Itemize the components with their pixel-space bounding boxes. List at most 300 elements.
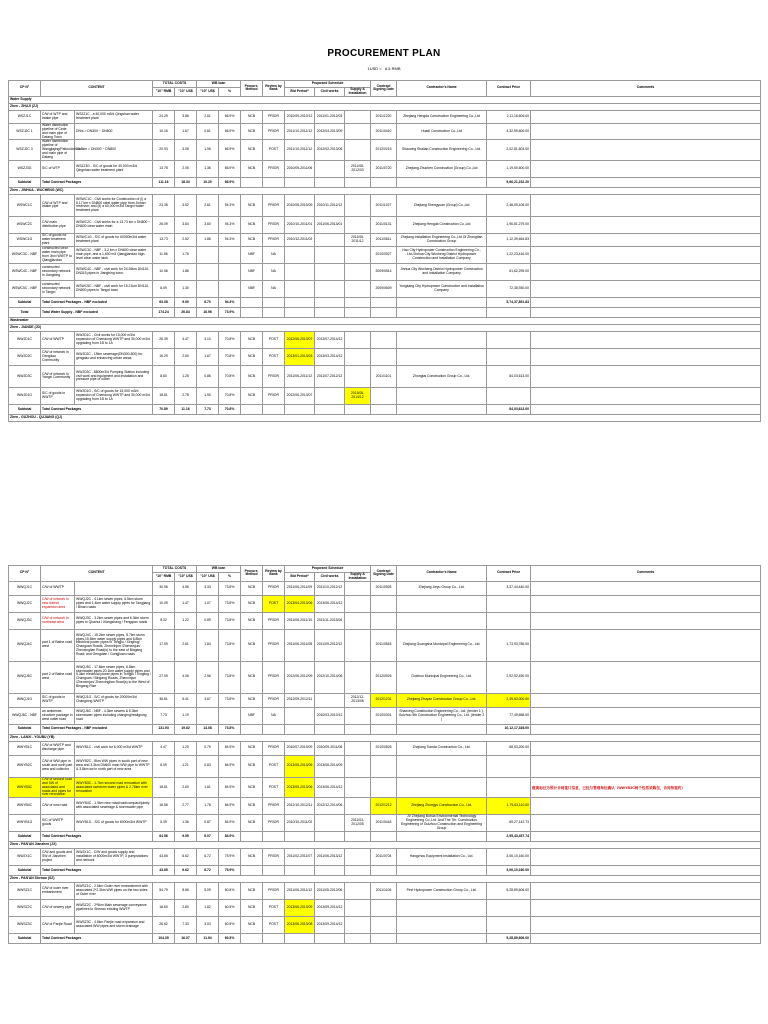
table-cell: NCB bbox=[241, 194, 263, 216]
table-cell: 17.09 bbox=[153, 629, 175, 661]
table-cell: 2013/06-2014/12 bbox=[315, 777, 345, 798]
header-cell: Civil works bbox=[315, 88, 345, 97]
table-cell: 70.8% bbox=[219, 387, 241, 404]
table-cell bbox=[315, 724, 345, 734]
table-cell bbox=[345, 280, 371, 297]
table-cell bbox=[241, 307, 263, 317]
table-cell bbox=[531, 933, 761, 943]
header-cell: Contract Signing Date bbox=[371, 566, 397, 582]
table-cell bbox=[531, 831, 761, 841]
table-cell bbox=[197, 280, 219, 297]
table-cell: 2012/06-2013/07 bbox=[285, 387, 315, 404]
table-cell: 54.79 bbox=[153, 882, 175, 899]
table-cell bbox=[397, 404, 487, 414]
section-label: Wastewater bbox=[9, 317, 761, 324]
table-cell bbox=[531, 263, 761, 280]
table-cell bbox=[487, 899, 531, 916]
table-cell: WWYB1C bbox=[9, 741, 41, 755]
table-cell bbox=[241, 933, 263, 943]
table-cell bbox=[345, 348, 371, 365]
table-cell: 6.07 bbox=[197, 831, 219, 841]
table-cell: NCB bbox=[241, 216, 263, 233]
table-cell bbox=[197, 263, 219, 280]
table-cell: 73.8% bbox=[219, 595, 241, 612]
table-cell: 11.94 bbox=[197, 933, 219, 943]
section-label: Water Supply bbox=[9, 96, 761, 103]
table-cell: WWYB1G bbox=[9, 815, 41, 832]
table-cell: 70.8% bbox=[219, 365, 241, 387]
table-cell bbox=[345, 831, 371, 841]
table-cell: 84,03,613.00 bbox=[487, 404, 531, 414]
table-cell: 2011/0410 bbox=[371, 123, 397, 140]
table-cell bbox=[241, 724, 263, 734]
table-cell: 63.08 bbox=[153, 297, 175, 307]
table-cell: C/W of new road bbox=[41, 798, 75, 815]
table-cell: 4.56 bbox=[175, 581, 197, 595]
table-cell: WWQJ2C - 4.1km sewer pipes, 6.5km storm pipes and 1.4km water supply pipes for Tangjiang / Binan roads bbox=[75, 595, 153, 612]
table-cell: 2013/06-2013/09 bbox=[285, 899, 315, 916]
table-cell: WWSZ2C - 2*5km Main sewerage conveyance pipelines to Shenao existing WWTP bbox=[75, 899, 153, 916]
table-cell bbox=[371, 777, 397, 798]
table-cell: NCB bbox=[241, 848, 263, 865]
table-cell bbox=[531, 899, 761, 916]
table-cell: 5,28,89,606.00 bbox=[487, 933, 531, 943]
table-cell: 66.9% bbox=[219, 177, 241, 187]
table-row bbox=[9, 693, 761, 707]
table-cell bbox=[219, 280, 241, 297]
table-cell bbox=[345, 848, 371, 865]
table-cell: 7.73 bbox=[197, 404, 219, 414]
table-cell bbox=[397, 307, 487, 317]
table-row bbox=[9, 755, 761, 777]
table-cell bbox=[285, 263, 315, 280]
table-cell: NCB bbox=[241, 693, 263, 707]
table-cell bbox=[487, 331, 531, 348]
table-cell: NCB bbox=[241, 916, 263, 933]
table-cell: WSWC2C bbox=[9, 216, 41, 233]
document-title: PROCUREMENT PLAN bbox=[327, 48, 441, 59]
table-cell: 0.61 bbox=[197, 123, 219, 140]
table-cell: 104.35 bbox=[153, 933, 175, 943]
table-cell: 10.56 bbox=[153, 263, 175, 280]
table-cell: 94.3% bbox=[219, 297, 241, 307]
table-cell: 5.09 bbox=[197, 882, 219, 899]
table-cell: 2012/09-2012/11 bbox=[285, 693, 315, 707]
table-cell: 2010/0301 bbox=[371, 707, 397, 724]
table-cell: 2012/10-2014/06 bbox=[315, 661, 345, 693]
table-cell bbox=[531, 348, 761, 365]
table-cell: 77,49,658.00 bbox=[487, 707, 531, 724]
table-cell: 26.39 bbox=[153, 331, 175, 348]
table-cell bbox=[371, 724, 397, 734]
table-cell: 94.3% bbox=[219, 233, 241, 246]
header-cell: Bid Period* bbox=[285, 88, 315, 97]
table-row bbox=[9, 331, 761, 348]
table-cell bbox=[487, 348, 531, 365]
table-cell: 2012/06-2012/09 bbox=[285, 661, 315, 693]
table-cell: NCB bbox=[241, 798, 263, 815]
table-cell: 43.65 bbox=[153, 865, 175, 875]
header-cell: Contract Price bbox=[487, 81, 531, 97]
table-cell bbox=[371, 933, 397, 943]
table-cell: WWQJ2C bbox=[9, 595, 41, 612]
table-cell: 1.36 bbox=[197, 160, 219, 177]
table-cell: 94.3% bbox=[219, 216, 241, 233]
table-cell: 7.33 bbox=[175, 916, 197, 933]
table-cell: Shaoxing Construction Engineering Co., Ltd. (tender 1 ), Guizhou 5th Construction Engineering Co., Ltd. (tender 2 ) bbox=[397, 707, 487, 724]
table-cell: WSWC1G - S/C of goods for 60000m3/d water treatment plant bbox=[75, 233, 153, 246]
table-cell: NCB bbox=[241, 160, 263, 177]
table-cell bbox=[371, 595, 397, 612]
table-cell: 1.26 bbox=[175, 365, 197, 387]
table-cell: 26.62 bbox=[153, 916, 175, 933]
table-cell bbox=[219, 246, 241, 263]
table-cell bbox=[241, 404, 263, 414]
table-cell bbox=[315, 387, 345, 404]
table-cell bbox=[285, 280, 315, 297]
table-cell bbox=[345, 307, 371, 317]
table-cell: Hao City Hydropower Construction Engineering Co., Ltd./Jinhua City Wucheng District Hydropower Construction and Installation Company bbox=[397, 246, 487, 263]
table-cell bbox=[397, 755, 487, 777]
table-cell: POST bbox=[263, 595, 285, 612]
table-cell: 16.96 bbox=[197, 307, 219, 317]
table-cell bbox=[345, 724, 371, 734]
table-cell bbox=[531, 194, 761, 216]
table-cell: 3.10 bbox=[197, 331, 219, 348]
table-cell bbox=[397, 177, 487, 187]
table-cell: 3,06,10,160.00 bbox=[487, 848, 531, 865]
table-cell bbox=[397, 612, 487, 629]
table-cell: 60.5% bbox=[219, 916, 241, 933]
table-cell: POST bbox=[263, 331, 285, 348]
table-cell: 0.79 bbox=[197, 741, 219, 755]
table-cell: Zhejiang Zhongyu Construction Co., Ltd. bbox=[397, 798, 487, 815]
table-cell: WWJD2C - 19km sewerage(DN300-800) for gengdao and enhancing urban areas bbox=[75, 348, 153, 365]
table-cell: 2011/02-2011/07 bbox=[285, 848, 315, 865]
table-cell: PRIOR bbox=[263, 110, 285, 123]
table-cell: NCB bbox=[241, 365, 263, 387]
table-cell: Zhejiang Zhuchen Construction (Group) Co.,Ltd bbox=[397, 160, 487, 177]
table-cell: WSWC3C - NBF bbox=[9, 246, 41, 263]
header-cell: WB loan bbox=[197, 566, 241, 573]
section-row bbox=[9, 841, 761, 848]
table-cell: WWJD1G bbox=[9, 387, 41, 404]
table-row bbox=[9, 899, 761, 916]
table-cell: WSWC1C bbox=[9, 194, 41, 216]
table-cell: Zhejiang Jieyu Group Co., Ltd. bbox=[397, 581, 487, 595]
table-cell bbox=[531, 865, 761, 875]
table-cell: PRIOR bbox=[263, 798, 285, 815]
table-cell: C/W of WWTP and discharge pipe bbox=[41, 741, 75, 755]
table-cell: DN/s = DN300 ~ DN800 bbox=[75, 123, 153, 140]
table-cell: 2011/08-2011/10 bbox=[285, 612, 315, 629]
table-cell: Total Contract Packages - NBF excluded bbox=[41, 724, 153, 734]
table-cell bbox=[285, 724, 315, 734]
table-cell: WWJX1C bbox=[9, 848, 41, 865]
table-cell bbox=[315, 693, 345, 707]
table-cell bbox=[531, 404, 761, 414]
table-cell: 84.9% bbox=[219, 798, 241, 815]
table-cell: constructed secondary network in Jiangbing bbox=[41, 263, 75, 280]
table-cell: 131.93 bbox=[153, 724, 175, 734]
table-cell: NBF bbox=[241, 263, 263, 280]
table-cell: 60.5% bbox=[219, 933, 241, 943]
table-cell: 2010/09-2010/12 bbox=[285, 110, 315, 123]
table-cell: 3.86 bbox=[175, 110, 197, 123]
table-cell bbox=[531, 916, 761, 933]
table-cell: 1,73,93,786.00 bbox=[487, 629, 531, 661]
table-cell: 6.70 bbox=[197, 297, 219, 307]
table-cell: 2013/07-2014/12 bbox=[315, 331, 345, 348]
table-cell: 9,66,21,232.20 bbox=[487, 177, 531, 187]
table-cell: 2010/0826 bbox=[371, 741, 397, 755]
table-cell: WWQJ3C bbox=[9, 612, 41, 629]
table-cell: WSZJ3G bbox=[9, 160, 41, 177]
subtotal-row bbox=[9, 404, 761, 414]
section-label: Zhen - ZHUJI (ZJ) bbox=[9, 103, 761, 110]
table-cell: Water distribution pipeline of Wangjiajing/Paitou/Anhua and main pipe of Datang bbox=[42, 139, 81, 160]
table-cell: 1.30 bbox=[175, 280, 197, 297]
table-cell: 2.60 bbox=[175, 348, 197, 365]
table-cell bbox=[371, 387, 397, 404]
header-cell: Contractor's Name bbox=[397, 566, 487, 582]
table-cell bbox=[345, 140, 371, 161]
table-cell: WSZJ3G - S/C of goods for 40,000 m3/d Qingshan water treatment plant bbox=[75, 160, 153, 177]
table-cell: WWQJ6C - NBF bbox=[9, 707, 41, 724]
table-cell: 73.8% bbox=[219, 693, 241, 707]
table-cell: C/W of WTP and intake pipe bbox=[41, 110, 75, 123]
table-cell bbox=[531, 755, 761, 777]
table-cell: 66.9% bbox=[219, 140, 241, 161]
table-cell bbox=[285, 404, 315, 414]
table-row bbox=[9, 777, 761, 798]
table-row bbox=[9, 194, 761, 216]
table-cell: 2011/06-2013/12 bbox=[315, 848, 345, 865]
table-cell: WSWC5C - NBF - civil work for 15.21km DN110-DN800 pipes in Tangxi town bbox=[75, 280, 153, 297]
table-cell: 6.62 bbox=[175, 848, 197, 865]
table-cell: 27.09 bbox=[153, 661, 175, 693]
table-cell: 66.9% bbox=[219, 160, 241, 177]
table-cell: WSWC2C - Civil works for a 13.73 km x DN800 ~ DN600 clear water main bbox=[75, 216, 153, 233]
table-cell: 4.47 bbox=[175, 331, 197, 348]
table-cell: 1,22,23,416.00 bbox=[487, 246, 531, 263]
table-cell: 2011/0418 bbox=[371, 815, 397, 832]
table-cell: 3,37,44,440.00 bbox=[487, 581, 531, 595]
table-cell bbox=[371, 297, 397, 307]
table-cell bbox=[345, 612, 371, 629]
table-cell bbox=[285, 865, 315, 875]
table-cell: 2011/06-2013/01 bbox=[315, 216, 345, 233]
table-cell bbox=[371, 307, 397, 317]
table-cell: WWJD1C bbox=[9, 331, 41, 348]
header-cell: CONTENT bbox=[41, 566, 153, 582]
table-cell: 2011/1106 bbox=[371, 882, 397, 899]
table-cell: NCB bbox=[241, 233, 263, 246]
table-cell: 16.07 bbox=[175, 933, 197, 943]
table-cell: Zhejiang Installation Engineering Co.,Ltd Of Zhongtian Construction Group bbox=[397, 233, 487, 246]
table-cell: 2012/04-2013/09 bbox=[315, 123, 345, 140]
exchange-rate bbox=[8, 66, 760, 71]
table-cell: WSWC4C - NBF bbox=[9, 263, 41, 280]
table-cell: PRIOR bbox=[263, 815, 285, 832]
table-cell: Jinhua City Wucheng District Hydropower Construction and Installation Company bbox=[397, 263, 487, 280]
header-cell: Proposed Schedule bbox=[285, 81, 371, 88]
table-cell bbox=[345, 297, 371, 307]
table-row bbox=[9, 348, 761, 365]
table-cell: 2011/10-2011/12 bbox=[285, 123, 315, 140]
table-cell bbox=[531, 110, 761, 123]
table-cell: WWQJ1C bbox=[9, 581, 41, 595]
table-cell: 8.09 bbox=[153, 755, 175, 777]
table-cell: Total Contract Packages - NBF excluded bbox=[41, 297, 153, 307]
table-cell: 1.76 bbox=[175, 246, 197, 263]
table-cell: 84.9% bbox=[219, 777, 241, 798]
table-cell bbox=[315, 297, 345, 307]
table-cell: 73.8% bbox=[219, 661, 241, 693]
table-cell: 1.20 bbox=[175, 741, 197, 755]
table-cell bbox=[345, 933, 371, 943]
table-cell: NCB bbox=[241, 741, 263, 755]
table-cell: constructed secondary network in Tangxi bbox=[41, 280, 75, 297]
table-cell bbox=[531, 815, 761, 832]
table-cell: NA bbox=[263, 707, 285, 724]
section-row bbox=[9, 324, 761, 331]
table-cell: 2011/01-2012/03 bbox=[315, 110, 345, 123]
table-row bbox=[9, 815, 761, 832]
table-cell bbox=[531, 581, 761, 595]
header-cell: Contract Price bbox=[487, 566, 531, 582]
table-cell: 2,95,43,457.74 bbox=[487, 831, 531, 841]
table-cell bbox=[345, 798, 371, 815]
table-cell: WWJD2C bbox=[9, 348, 41, 365]
table-cell bbox=[345, 916, 371, 933]
table-cell: PRIOR bbox=[263, 387, 285, 404]
table-cell: Total Contract Packages bbox=[41, 404, 153, 414]
table-cell: 2,11,16,606.00 bbox=[487, 110, 531, 123]
table-cell: NCB bbox=[241, 348, 263, 365]
table-cell bbox=[263, 724, 285, 734]
table-cell bbox=[345, 110, 371, 123]
table-cell: 2010/07-2010/09 bbox=[285, 741, 315, 755]
table-cell: WWJD3C bbox=[9, 365, 41, 387]
table-cell: 1.19 bbox=[175, 707, 197, 724]
table-cell: WWQJ5C bbox=[9, 661, 41, 693]
table-cell: 60.5% bbox=[219, 899, 241, 916]
table-cell: 4.06 bbox=[175, 661, 197, 693]
table-cell: 18.60 bbox=[153, 899, 175, 916]
table-cell: NCB bbox=[241, 581, 263, 595]
table-cell: 1.47 bbox=[175, 595, 197, 612]
table-cell: 26.84 bbox=[175, 307, 197, 317]
table-cell: NBF bbox=[241, 707, 263, 724]
table-cell bbox=[397, 724, 487, 734]
table-cell: WSZJ1C bbox=[9, 110, 41, 123]
table-cell bbox=[315, 246, 345, 263]
table-cell: WWSZ1C bbox=[9, 882, 41, 899]
subtotal-row bbox=[9, 831, 761, 841]
table-cell bbox=[263, 933, 285, 943]
table-cell: 2011/06-2011/08 bbox=[285, 629, 315, 661]
table-row bbox=[9, 216, 761, 233]
table-cell: 2010/09-2011/08 bbox=[315, 741, 345, 755]
table-cell bbox=[371, 177, 397, 187]
table-cell bbox=[197, 707, 219, 724]
table-cell: 68,53,200.00 bbox=[487, 741, 531, 755]
table-cell: Hangzhou Equipment Installation Co., Ltd. bbox=[397, 848, 487, 865]
table-cell bbox=[371, 348, 397, 365]
table-cell: 2011/10-2012/12 bbox=[315, 581, 345, 595]
header-cell: Procure. Method bbox=[241, 566, 263, 582]
table-cell bbox=[263, 297, 285, 307]
table-cell: JV Zhejiang Bohua Environmental Technology Engineering Co.,Ltd. And The 7th. Construction Engineering of Guizhou Construction and Engineering Group bbox=[397, 815, 487, 832]
subtotal-row bbox=[9, 177, 761, 187]
table-cell: 2,49,63,000.00 bbox=[487, 693, 531, 707]
table-cell: 75.9% bbox=[219, 848, 241, 865]
header-cell: % bbox=[219, 88, 241, 97]
table-cell bbox=[315, 815, 345, 832]
table-cell: 73.8% bbox=[219, 629, 241, 661]
table-cell: 1.21 bbox=[175, 755, 197, 777]
table-cell: Total Contract Packages bbox=[41, 865, 153, 875]
table-cell: Total Contract Packages bbox=[41, 177, 153, 187]
table-cell: 3.67 bbox=[197, 693, 219, 707]
table-cell: 2009/0514 bbox=[371, 263, 397, 280]
table-cell: 8.32 bbox=[153, 612, 175, 629]
table-cell: PRIOR bbox=[263, 629, 285, 661]
table-cell: 36.61 bbox=[153, 693, 175, 707]
table-cell: 84.9% bbox=[219, 831, 241, 841]
table-cell: 2010/11-2012/12 bbox=[315, 194, 345, 216]
table-cell bbox=[531, 280, 761, 297]
table-cell: S/C of WTP bbox=[41, 160, 75, 177]
table-cell: WWSZ1C - 2.5km Outer river embankment with associated 2*2.3km WW pipes on the two sides of Outer river bbox=[75, 882, 153, 899]
table-cell: 18.61 bbox=[153, 387, 175, 404]
table-cell: 2.78 bbox=[175, 387, 197, 404]
table-cell: 73.8% bbox=[219, 581, 241, 595]
table-cell: 8.66 bbox=[175, 882, 197, 899]
table-row bbox=[9, 882, 761, 899]
section-label: Zhen - JIANDE (JD) bbox=[9, 324, 761, 331]
table-cell: C/W of network in new district expansion area bbox=[41, 595, 75, 612]
table-cell: S/C of goods in WWTP bbox=[41, 387, 75, 404]
table-cell: 1.07 bbox=[197, 595, 219, 612]
table-cell: C/W of WWTP bbox=[41, 331, 75, 348]
table-cell: 2011/05-2012/06 bbox=[315, 882, 345, 899]
table-cell: 2010/0927 bbox=[371, 246, 397, 263]
table-cell bbox=[241, 831, 263, 841]
table-cell bbox=[371, 916, 397, 933]
table-row bbox=[9, 595, 761, 612]
table-cell: WSWC1G bbox=[9, 233, 41, 246]
table-cell: 2013/05-2013/06 bbox=[285, 755, 315, 777]
table-cell: C/W of WTP and intake pipe bbox=[41, 194, 75, 216]
table-cell bbox=[531, 724, 761, 734]
table-cell: WWYB4C - 1.9km new road/road/compact/jointly with associated sewerage & stormwater pipe bbox=[75, 798, 153, 815]
table-cell: 2010/08-2010/09 bbox=[285, 194, 315, 216]
table-cell: 2.61 bbox=[197, 110, 219, 123]
table-cell bbox=[531, 233, 761, 246]
table-cell bbox=[315, 933, 345, 943]
header-cell: Comments bbox=[531, 81, 761, 97]
table-cell: Zhejiang Shengyuan (Group) Co.,Ltd bbox=[397, 194, 487, 216]
table-cell: WWSZ3C - 4.5km Panjie road expansion and associated WW pipes and storm drainage bbox=[75, 916, 153, 933]
usd-label: 1USD = bbox=[367, 66, 382, 71]
table-row bbox=[9, 848, 761, 865]
table-cell bbox=[285, 307, 315, 317]
table-cell bbox=[531, 693, 761, 707]
table-cell: 1.90 bbox=[197, 387, 219, 404]
table-cell: 1.86 bbox=[175, 263, 197, 280]
